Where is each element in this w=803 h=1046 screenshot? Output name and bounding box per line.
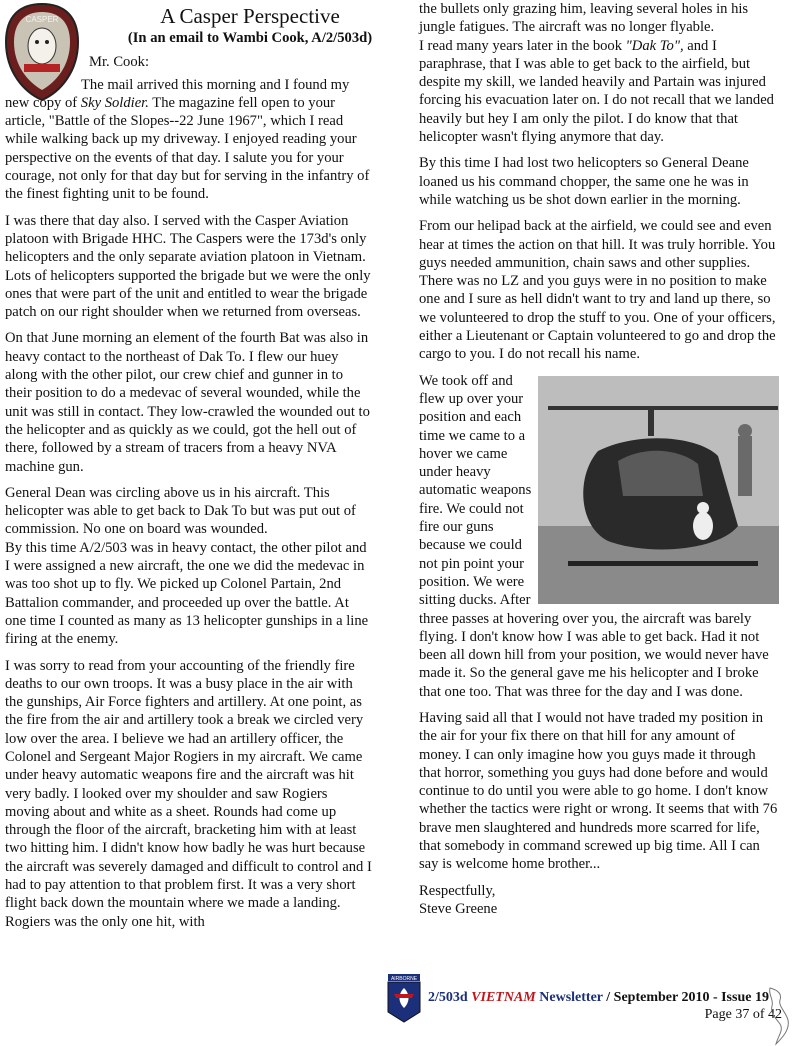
unit-name: 2/503d bbox=[428, 990, 468, 1005]
badge-text: AIRBORNE bbox=[390, 976, 418, 982]
paragraph-4b: By this time A/2/503 was in heavy contact, the other pilot and I were assigned a new aircraft, the one we did the medevac in was too shot up to fly. We picked up Colonel Partain, 2nd Battalion commander, and proceeded up over the battle. At one time I counted as many as 13 helicopter gunships in a line firing at the enemy. bbox=[5, 539, 369, 648]
signature: Steve Greene bbox=[419, 900, 498, 917]
airborne-173d-patch-icon bbox=[386, 972, 422, 1024]
book-title: "Dak To", bbox=[625, 37, 684, 54]
paragraph-3: On that June morning an element of the fourth Bat was also in heavy contact to the northeast of Dak To. I flew our huey along with the other pilot, our crew chief and gunner in to their position to do a medevac of several wounded, while the unit was still in contact. They low-crawled the wounded out to the helicopter and as quickly as we could, got the hell out of there, followed by a stream of tracers from a heavy NVA machine gun. bbox=[5, 330, 370, 475]
closing: Respectfully, bbox=[419, 882, 496, 899]
article-subtitle: (In an email to Wambi Cook, A/2/503d) bbox=[127, 30, 373, 46]
vietnam-word: VIETNAM bbox=[471, 990, 536, 1005]
magazine-title: Sky Soldier. bbox=[80, 94, 149, 111]
page-footer bbox=[386, 972, 794, 1046]
paragraph-4: General Dean was circling above us in his aircraft. This helicopter was able to get back to Dak To but was put out of commission. No one on board was wounded. bbox=[5, 484, 356, 538]
paragraph-6a: the bullets only grazing him, leaving several holes in his jungle fatigues. The aircraft was no longer flyable. bbox=[419, 1, 749, 36]
right-column bbox=[419, 0, 779, 918]
vietnam-map-icon bbox=[764, 986, 794, 1046]
paragraph-10: Having said all that I would not have traded my position in the air for your fix there on that hill for any amount of money. I can only imagine how you guys made it through that horror, something you guys had done before and would continue to do until you were able to go home. I don't know whether the tactics were right or wrong. It seems that with 76 brave men slaughtered and hundreds more scarred for life, that somebody in command screwed up big time. All I can say is welcome home brother... bbox=[419, 709, 778, 873]
left-column bbox=[5, 0, 373, 939]
helicopter-photo bbox=[538, 376, 779, 604]
newsletter-word: Newsletter bbox=[539, 990, 603, 1005]
paragraph-7: By this time I had lost two helicopters so General Deane loaned us his command chopper, the same one he was in while watching us be shot down earlier in the morning. bbox=[419, 155, 749, 208]
article-title: A Casper Perspective bbox=[160, 4, 340, 28]
paragraph-6b: I read many years later in the book "Dak To", and I paraphrase, that I was able to get back to the airfield, but despite my skill, we landed heavily and Partain was injured forcing his evacuation later on. I do not recall that we landed heavily but hey I am only the pilot. I do know that that helicopter wasn't flying anymore that day. bbox=[419, 37, 774, 146]
paragraph-1: The mail arrived this morning and I found my new copy of Sky Soldier. The magazine fell open to your article, "Battle of the Slopes--22 June 1967", which I read while walking back up my driveway. I enjoyed reading your perspective on the events of that day. I salute you for your courage, not only for that day but for serving in the infantry of the finest fighting unit to be found. bbox=[5, 76, 370, 203]
paragraph-8: From our helipad back at the airfield, we could see and even hear at times the action on that hill. It was truly horrible. You guys needed ammunition, chain saws and other supplies. There was no LZ and you guys were in no position to make one and I sure as hell didn't want to try and land up there, so we volunteered to drop the stuff to you. One of your officers, either a Lieutenant or Captain volunteered to go and drop the cargo to you. I do not recall his name. bbox=[419, 218, 776, 363]
salutation: Mr. Cook: bbox=[89, 54, 150, 71]
issue-info: / September 2010 - Issue 19 bbox=[606, 990, 769, 1005]
paragraph-2: I was there that day also. I served with the Casper Aviation platoon with Brigade HHC. The Caspers were the 173d's only helicopters and the only separate aviation platoon in Vietnam. Lots of helicopters supported the brigade but we were the only ones that were part of the unit and entitled to wear the brigade patch on our right shoulder when we returned from overseas. bbox=[5, 212, 371, 321]
paragraph-9: We took off and flew up over your position and each time we came to a hover we came under heavy automatic weapons fire. We could not fire our guns because we could not pin point your position. We were sitting ducks. After three passes at hovering over you, the aircraft was barely flying. I don't know how I was able to get back. Had it not been all down hill from your position, we would never have made it. So the general gave me his helicopter and I broke that one too. That was three for the day and I was done. bbox=[419, 372, 769, 700]
paragraph-5: I was sorry to read from your accounting of the friendly fire deaths to our own troops. It was a busy place in the air with the gunships, Air Force fighters and artillery. At one point, as the fire from the air and artillery took a break we circled very low over the area. I believe we had an artillery officer, the Colonel and Sergeant Major Rogiers in my aircraft. We came under heavy automatic weapons fire and the aircraft was hit very badly. I looked over my shoulder and saw Rogiers moving about and white as a sheet. Rounds had come up through the floor of the aircraft, bracketing him with at least two hitting him. I didn't know how badly he was hurt because the aircraft was severely damaged and difficult to control and I had to pay attention to that problem first. It was a very short flight back down the mountain where we made a landing. Rogiers was the only one hit, with bbox=[5, 657, 372, 930]
page-number: Page 37 of 42 bbox=[704, 1007, 782, 1022]
newsletter-line bbox=[428, 990, 769, 1006]
emblem-text: CASPER bbox=[25, 15, 59, 24]
